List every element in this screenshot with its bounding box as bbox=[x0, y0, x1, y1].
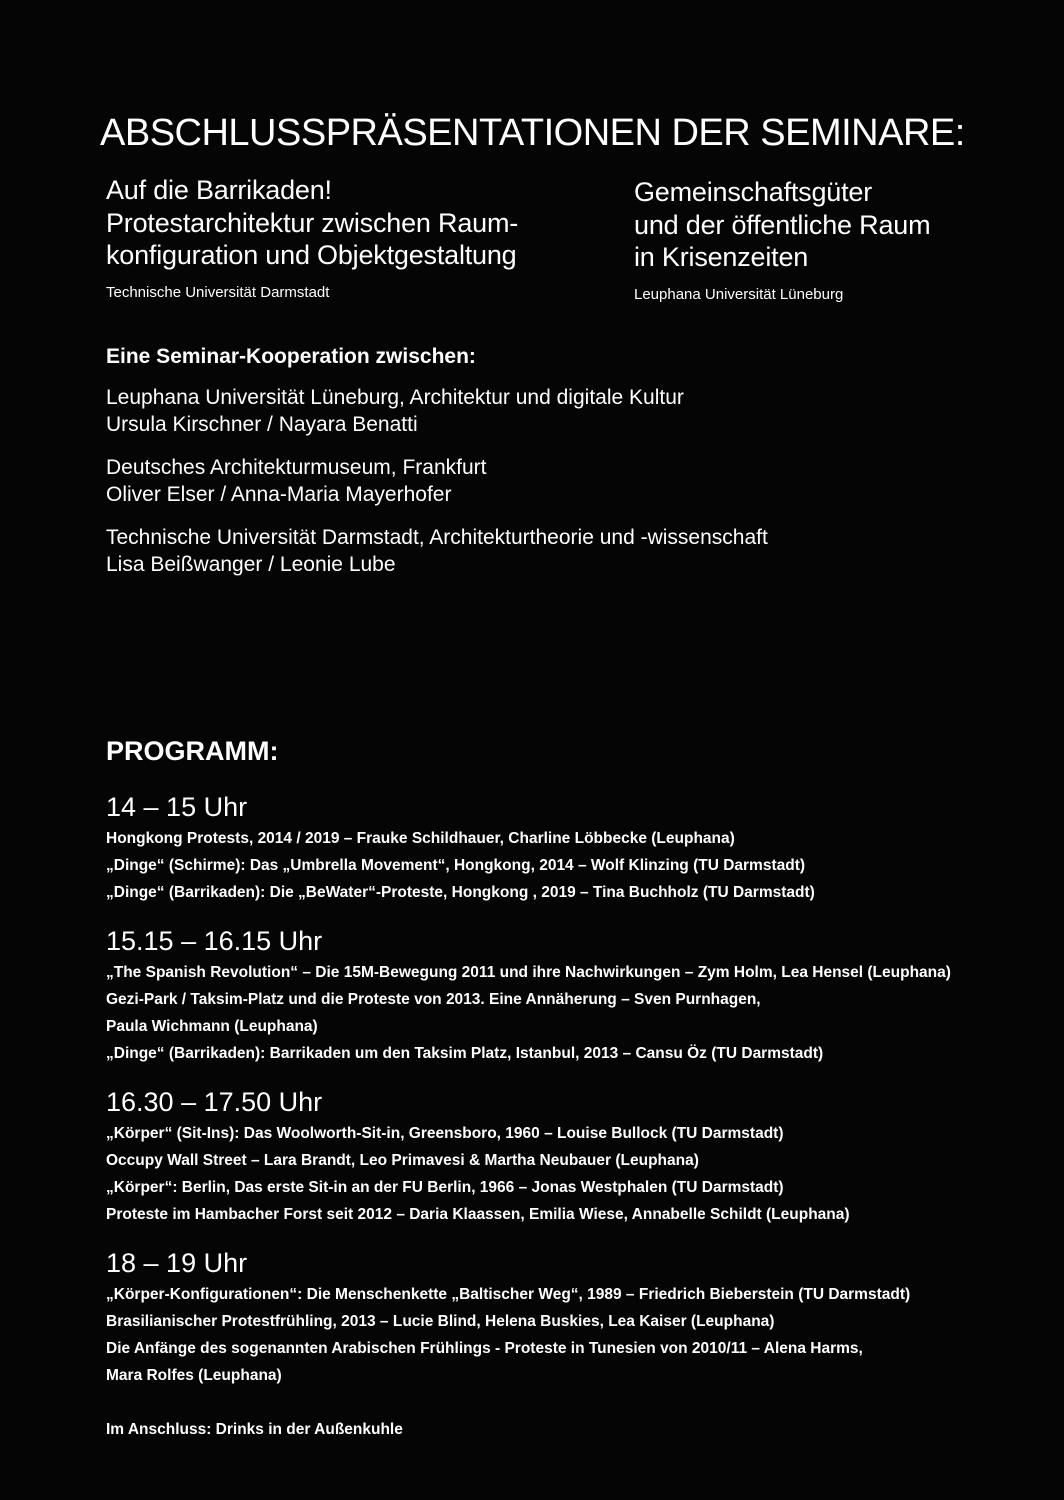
seminar-university: Leuphana Universität Lüneburg bbox=[634, 285, 844, 303]
talk-item: Paula Wichmann (Leuphana) bbox=[106, 1018, 318, 1035]
talk-item: Occupy Wall Street – Lara Brandt, Leo Primavesi & Martha Neubauer (Leuphana) bbox=[106, 1152, 699, 1169]
talk-item: „Körper-Konfigurationen“: Die Menschenkette „Baltischer Weg“, 1989 – Friedrich Bieberstein (TU Darmstadt) bbox=[106, 1286, 911, 1303]
slot-time: 15.15 – 16.15 Uhr bbox=[106, 926, 323, 956]
seminar-title-line: Gemeinschaftsgüter bbox=[634, 177, 873, 207]
program-slot bbox=[106, 1246, 1006, 1389]
cooperation-heading: Eine Seminar-Kooperation zwischen: bbox=[106, 345, 476, 368]
talk-item: „Körper“ (Sit-Ins): Das Woolworth-Sit-in, Greensboro, 1960 – Louise Bullock (TU Darmstadt) bbox=[106, 1125, 784, 1142]
seminar-title-line: und der öffentliche Raum bbox=[634, 209, 931, 240]
seminar-darmstadt bbox=[106, 174, 556, 302]
seminar-title-line: in Krisenzeiten bbox=[634, 242, 809, 272]
seminar-title-line: Protestarchitektur zwischen Raum- bbox=[106, 207, 519, 238]
slot-time: 16.30 – 17.50 Uhr bbox=[106, 1087, 323, 1117]
cooperation-section bbox=[106, 342, 956, 594]
partner-institution: Deutsches Architekturmuseum, Frankfurt bbox=[106, 456, 487, 479]
talk-item: „Dinge“ (Schirme): Das „Umbrella Movement“, Hongkong, 2014 – Wolf Klinzing (TU Darmstadt) bbox=[106, 857, 806, 874]
talk-item: „Dinge“ (Barrikaden): Die „BeWater“-Proteste, Hongkong , 2019 – Tina Buchholz (TU Darmstadt) bbox=[106, 884, 815, 901]
partner-institution: Technische Universität Darmstadt, Architekturtheorie und -wissenschaft bbox=[106, 526, 768, 549]
program-slot bbox=[106, 924, 1006, 1067]
seminar-title bbox=[106, 174, 556, 272]
partner-tu-darmstadt bbox=[106, 524, 956, 578]
seminar-leuphana bbox=[634, 176, 1064, 304]
footer-note: Im Anschluss: Drinks in der Außenkuhle bbox=[106, 1421, 403, 1438]
slot-time: 18 – 19 Uhr bbox=[106, 1248, 248, 1278]
talk-item: Gezi-Park / Taksim-Platz und die Proteste von 2013. Eine Annäherung – Sven Purnhagen, bbox=[106, 991, 761, 1008]
talk-item: Die Anfänge des sogenannten Arabischen Frühlings - Proteste in Tunesien von 2010/11 – Alena Harms, bbox=[106, 1340, 863, 1357]
seminar-title bbox=[634, 176, 1064, 274]
talk-item: „Dinge“ (Barrikaden): Barrikaden um den Taksim Platz, Istanbul, 2013 – Cansu Öz (TU Darmstadt) bbox=[106, 1045, 824, 1062]
partner-people: Ursula Kirschner / Nayara Benatti bbox=[106, 413, 418, 436]
talk-item: Brasilianischer Protestfrühling, 2013 – Lucie Blind, Helena Buskies, Lea Kaiser (Leuphana) bbox=[106, 1313, 775, 1330]
program-slot bbox=[106, 1085, 1006, 1228]
partner-institution: Leuphana Universität Lüneburg, Architektur und digitale Kultur bbox=[106, 386, 684, 409]
partner-people: Lisa Beißwanger / Leonie Lube bbox=[106, 553, 396, 576]
talk-item: „Körper“: Berlin, Das erste Sit-in an der FU Berlin, 1966 – Jonas Westphalen (TU Darmstadt) bbox=[106, 1179, 784, 1196]
talk-item: Proteste im Hambacher Forst seit 2012 – Daria Klaassen, Emilia Wiese, Annabelle Schildt (Leuphana) bbox=[106, 1206, 850, 1223]
partner-dam bbox=[106, 454, 956, 508]
talk-item: Hongkong Protests, 2014 / 2019 – Frauke Schildhauer, Charline Löbbecke (Leuphana) bbox=[106, 830, 735, 847]
partner-people: Oliver Elser / Anna-Maria Mayerhofer bbox=[106, 483, 452, 506]
talk-item: „The Spanish Revolution“ – Die 15M-Bewegung 2011 und ihre Nachwirkungen – Zym Holm, Lea Hensel (Leuphana) bbox=[106, 964, 951, 981]
partner-leuphana bbox=[106, 384, 956, 438]
slot-time: 14 – 15 Uhr bbox=[106, 792, 248, 822]
seminar-title-line: Auf die Barrikaden! bbox=[106, 175, 332, 205]
program-heading: PROGRAMM: bbox=[106, 736, 279, 766]
seminar-university: Technische Universität Darmstadt bbox=[106, 283, 330, 301]
talk-item: Mara Rolfes (Leuphana) bbox=[106, 1367, 282, 1384]
poster-title: ABSCHLUSSPRÄSENTATIONEN DER SEMINARE: bbox=[100, 112, 965, 154]
program-slot bbox=[106, 790, 1006, 906]
seminar-title-line: konfiguration und Objektgestaltung bbox=[106, 240, 517, 270]
